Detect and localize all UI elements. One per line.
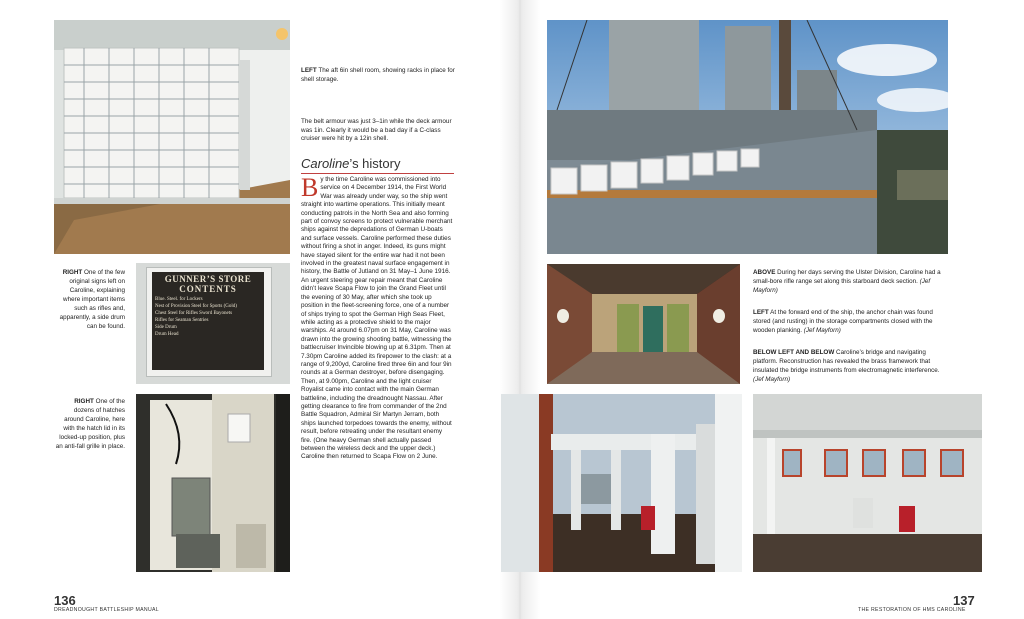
section-heading — [301, 156, 454, 174]
history-body-text: y the time Caroline was commissioned into service on 4 December 1914, the First World War was already under way, so the ship went straight into wartime operations. This initially meant conducting patrols in the North Sea and also forming part of convoy screens to protect vulnerable merchant ships against the depredations of German U-boats and surface vessels. Caroline performed these duties without firing a shot in anger. Indeed, its guns might have stayed silent for the entire war had it not been involved in the greatest naval surface engagement in history, the Battle of Jutland on 31 May–1 June 1916. An urgent steering gear repair meant that Caroline didn’t leave Scapa Flow to join the Grand Fleet until the evening of 30 May, after which she took up position in the fleet-screening force, one of a number of ships trying to spot the German High Seas Fleet, while acting as a protective shield to the major warships. At around 6.07pm on 31 May, Caroline was drawn into the growing shooting battle, witnessing the battlecruiser Invincible blowing up at 6.31pm. Then at 7.30pm Caroline added its firepower to the clash: at a range of 9,200yd, Caroline fired three 6in and four 9in rounds at a German destroyer, before disengaging. Then, at 9.00pm, Caroline and the light cruiser Royalist came into contact with the main German battleline, including the dreadnought Nassau. After getting clearance to fire from commander of the 2nd Battle Squadron, Admiral Sir Martyn Jerram, both ships launched torpedoes towards the enemy, without result, before retreating under the resultant enemy fire. (One heavy German shell actually passed between the wireless deck and the upper deck.) Caroline then returned to Scapa Flow on 2 June. — [301, 176, 453, 461]
caption-left — [753, 308, 949, 335]
sign-line: Nest of Provision Steel for Sports (Gold) — [155, 304, 237, 309]
caption-lead: RIGHT — [62, 269, 83, 276]
caption-lead: RIGHT — [74, 398, 94, 405]
page-number-left: 136 — [54, 593, 76, 608]
gunners-store-sign-photo — [136, 263, 290, 384]
sign-board — [152, 272, 264, 370]
caption-text: During her days serving the Ulster Division, Caroline had a small-bore rifle range set along this starboard deck section. — [753, 269, 941, 285]
shell-room-photo — [54, 20, 290, 254]
caption-credit: (Jef Mayforn) — [803, 327, 841, 334]
starboard-deck-illustration — [547, 20, 948, 254]
sign-frame — [146, 267, 272, 377]
sign-line: Side Drum — [155, 325, 177, 330]
caption-text: One of the few original signs left on Caroline, explaining where important items such as rifles and, apparently, a side drum can be found. — [59, 269, 125, 330]
bridge-platform-photo-right — [753, 394, 982, 572]
caption-below — [753, 348, 949, 384]
running-footer-left: DREADNOUGHT BATTLESHIP MANUAL — [54, 607, 159, 613]
caption-text: Caroline’s bridge and navigating platform. Reconstruction has revealed the brass framework that insulated the bridge instruments from electromagnetic interference. — [753, 349, 940, 374]
sign-title: GUNNER’S STORE — [164, 274, 252, 284]
caption-text: One of the dozens of hatches around Caroline, here with the hatch lid in its locked-up position, plus an anti-fall grille in place. — [55, 398, 125, 450]
caption-credit: (Jef Mayforn) — [753, 278, 931, 294]
caption-lead: LEFT — [301, 67, 317, 74]
sign-subtitle: CONTENTS — [179, 284, 237, 294]
running-footer-right: THE RESTORATION OF HMS CAROLINE — [858, 607, 966, 613]
anchor-chain-compartment-photo — [547, 264, 740, 384]
sign-line: Blue. Steel. for Lockers — [155, 297, 203, 302]
caption-lead: ABOVE — [753, 269, 776, 276]
bridge-right-illustration — [753, 394, 982, 572]
drop-cap: B — [301, 173, 319, 202]
caption-hatch — [54, 397, 125, 451]
bridge-left-illustration — [501, 394, 742, 572]
starboard-deck-photo — [547, 20, 948, 254]
caption-credit: (Jef Mayforn) — [753, 376, 791, 383]
caption-lead: BELOW LEFT AND BELOW — [753, 349, 835, 356]
page-number-right: 137 — [953, 593, 975, 608]
heading-rest: ’s history — [349, 156, 401, 171]
caption-text: At the forward end of the ship, the anchor chain was found stored (and rusting) in the storage compartments closed with the wooden planking. — [753, 309, 933, 334]
heading-ship-name: Caroline — [301, 156, 350, 171]
hatch-photo — [136, 394, 290, 572]
caption-text: The aft 6in shell room, showing racks in place for shell storage. — [301, 67, 455, 83]
sign-line: Drum Head — [155, 332, 179, 337]
anchor-compartment-illustration — [547, 264, 740, 384]
history-body — [301, 173, 453, 462]
sign-line: Chest Steel for Rifles Sword Bayonets — [155, 311, 233, 316]
shell-room-illustration — [54, 20, 290, 254]
caption-shell-room — [301, 66, 461, 84]
armour-paragraph: The belt armour was just 3–1in while the deck armour was 1in. Clearly it would be a bad day if a C-class cruiser were hit by a 12in shell. — [301, 118, 452, 143]
caption-lead: LEFT — [753, 309, 769, 316]
caption-sign — [54, 268, 125, 331]
caption-above — [753, 268, 949, 295]
hatch-illustration — [136, 394, 290, 572]
sign-line: Rifles for Seaman Sentries — [155, 318, 209, 323]
bridge-platform-photo-left — [501, 394, 742, 572]
